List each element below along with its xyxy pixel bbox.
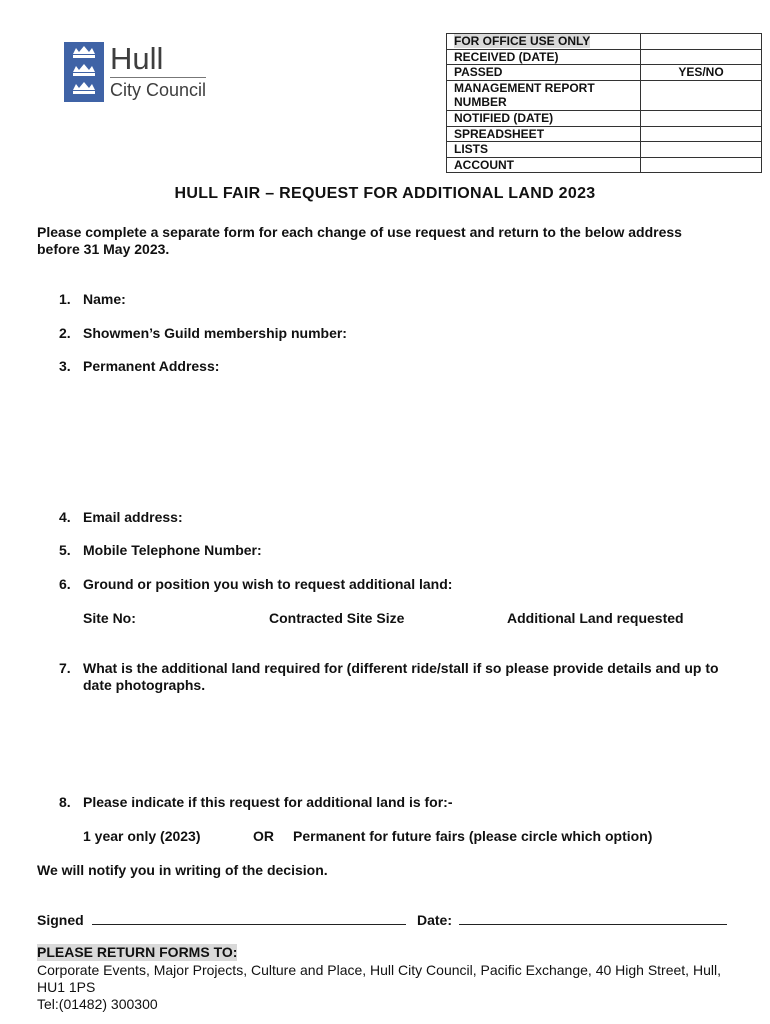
table-row	[447, 157, 762, 173]
office-cell-label: SPREADSHEET	[447, 126, 641, 142]
logo-subtitle: City Council	[110, 80, 207, 100]
question-label: Permanent Address:	[83, 358, 220, 374]
signature-field[interactable]	[92, 912, 406, 925]
office-cell-label: LISTS	[447, 142, 641, 158]
table-row	[447, 65, 762, 81]
question-number: 1.	[59, 291, 71, 307]
return-address-block	[37, 962, 737, 1013]
office-cell-label: PASSED	[447, 65, 641, 81]
logo-name: Hull	[110, 41, 164, 76]
return-address: Corporate Events, Major Projects, Culture and Place, Hull City Council, Pacific Exchange, 40 High Street, Hull, HU1 1PS	[37, 962, 721, 995]
notify-text: We will notify you in writing of the decision.	[37, 862, 328, 878]
office-cell-label: ACCOUNT	[447, 157, 641, 173]
option-permanent[interactable]: Permanent for future fairs (please circle which option)	[293, 828, 653, 844]
question-number: 8.	[59, 794, 71, 810]
date-row	[417, 912, 727, 929]
table-row	[447, 142, 762, 158]
question-name[interactable]	[59, 291, 126, 308]
question-label: Showmen’s Guild membership number:	[83, 325, 347, 341]
question-label: Mobile Telephone Number:	[83, 542, 262, 558]
table-row	[447, 34, 762, 50]
additional-land-requested-label[interactable]: Additional Land requested	[507, 610, 684, 626]
question-number: 3.	[59, 358, 71, 374]
question-number: 6.	[59, 576, 71, 592]
table-row	[447, 126, 762, 142]
question-land-purpose[interactable]	[59, 660, 739, 694]
crown-crest-icon	[64, 42, 104, 102]
office-cell-label: NOTIFIED (DATE)	[447, 110, 641, 126]
signature-row	[37, 912, 406, 929]
signed-label: Signed	[37, 912, 84, 928]
option-or-label: OR	[253, 828, 274, 844]
office-cell-value[interactable]	[641, 142, 762, 158]
date-label: Date:	[417, 912, 453, 928]
office-cell-value[interactable]	[641, 110, 762, 126]
contracted-site-size-label[interactable]: Contracted Site Size	[269, 610, 405, 626]
question-mobile[interactable]	[59, 542, 262, 559]
question-email[interactable]	[59, 509, 183, 526]
date-field[interactable]	[459, 912, 727, 925]
question-number: 7.	[59, 660, 71, 676]
intro-text: Please complete a separate form for each change of use request and return to the below address before 31 May 2023.	[37, 224, 682, 257]
office-cell-value[interactable]: YES/NO	[641, 65, 762, 81]
question-label: Please indicate if this request for additional land is for:-	[83, 794, 453, 810]
table-row	[447, 110, 762, 126]
office-cell-value[interactable]	[641, 126, 762, 142]
question-number: 2.	[59, 325, 71, 341]
question-guild-number[interactable]	[59, 325, 347, 342]
question-number: 5.	[59, 542, 71, 558]
office-cell-label: RECEIVED (DATE)	[447, 49, 641, 65]
question-label: Name:	[83, 291, 126, 307]
office-use-table	[446, 33, 762, 173]
hull-city-council-logo	[64, 40, 214, 104]
form-title: HULL FAIR – REQUEST FOR ADDITIONAL LAND 2023	[174, 185, 596, 202]
table-row	[447, 49, 762, 65]
telephone-number: Tel:(01482) 300300	[37, 996, 158, 1012]
option-one-year[interactable]: 1 year only (2023)	[83, 828, 201, 844]
office-cell-value[interactable]	[641, 80, 762, 110]
table-row	[447, 80, 762, 110]
office-cell-label: FOR OFFICE USE ONLY	[447, 34, 641, 50]
site-no-label[interactable]: Site No:	[83, 610, 136, 626]
question-label: What is the additional land required for (different ride/stall if so please provide details and up to date photographs.	[83, 660, 719, 693]
question-request-type	[59, 794, 453, 811]
question-label: Email address:	[83, 509, 183, 525]
office-cell-value[interactable]	[641, 157, 762, 173]
question-permanent-address[interactable]	[59, 358, 219, 375]
office-cell-value[interactable]	[641, 34, 762, 50]
question-label: Ground or position you wish to request additional land:	[83, 576, 453, 592]
return-heading: PLEASE RETURN FORMS TO:	[37, 944, 238, 960]
question-ground-position[interactable]	[59, 576, 452, 593]
office-cell-label: MANAGEMENT REPORT NUMBER	[447, 80, 641, 110]
logo-divider	[110, 77, 206, 78]
office-cell-value[interactable]	[641, 49, 762, 65]
question-number: 4.	[59, 509, 71, 525]
